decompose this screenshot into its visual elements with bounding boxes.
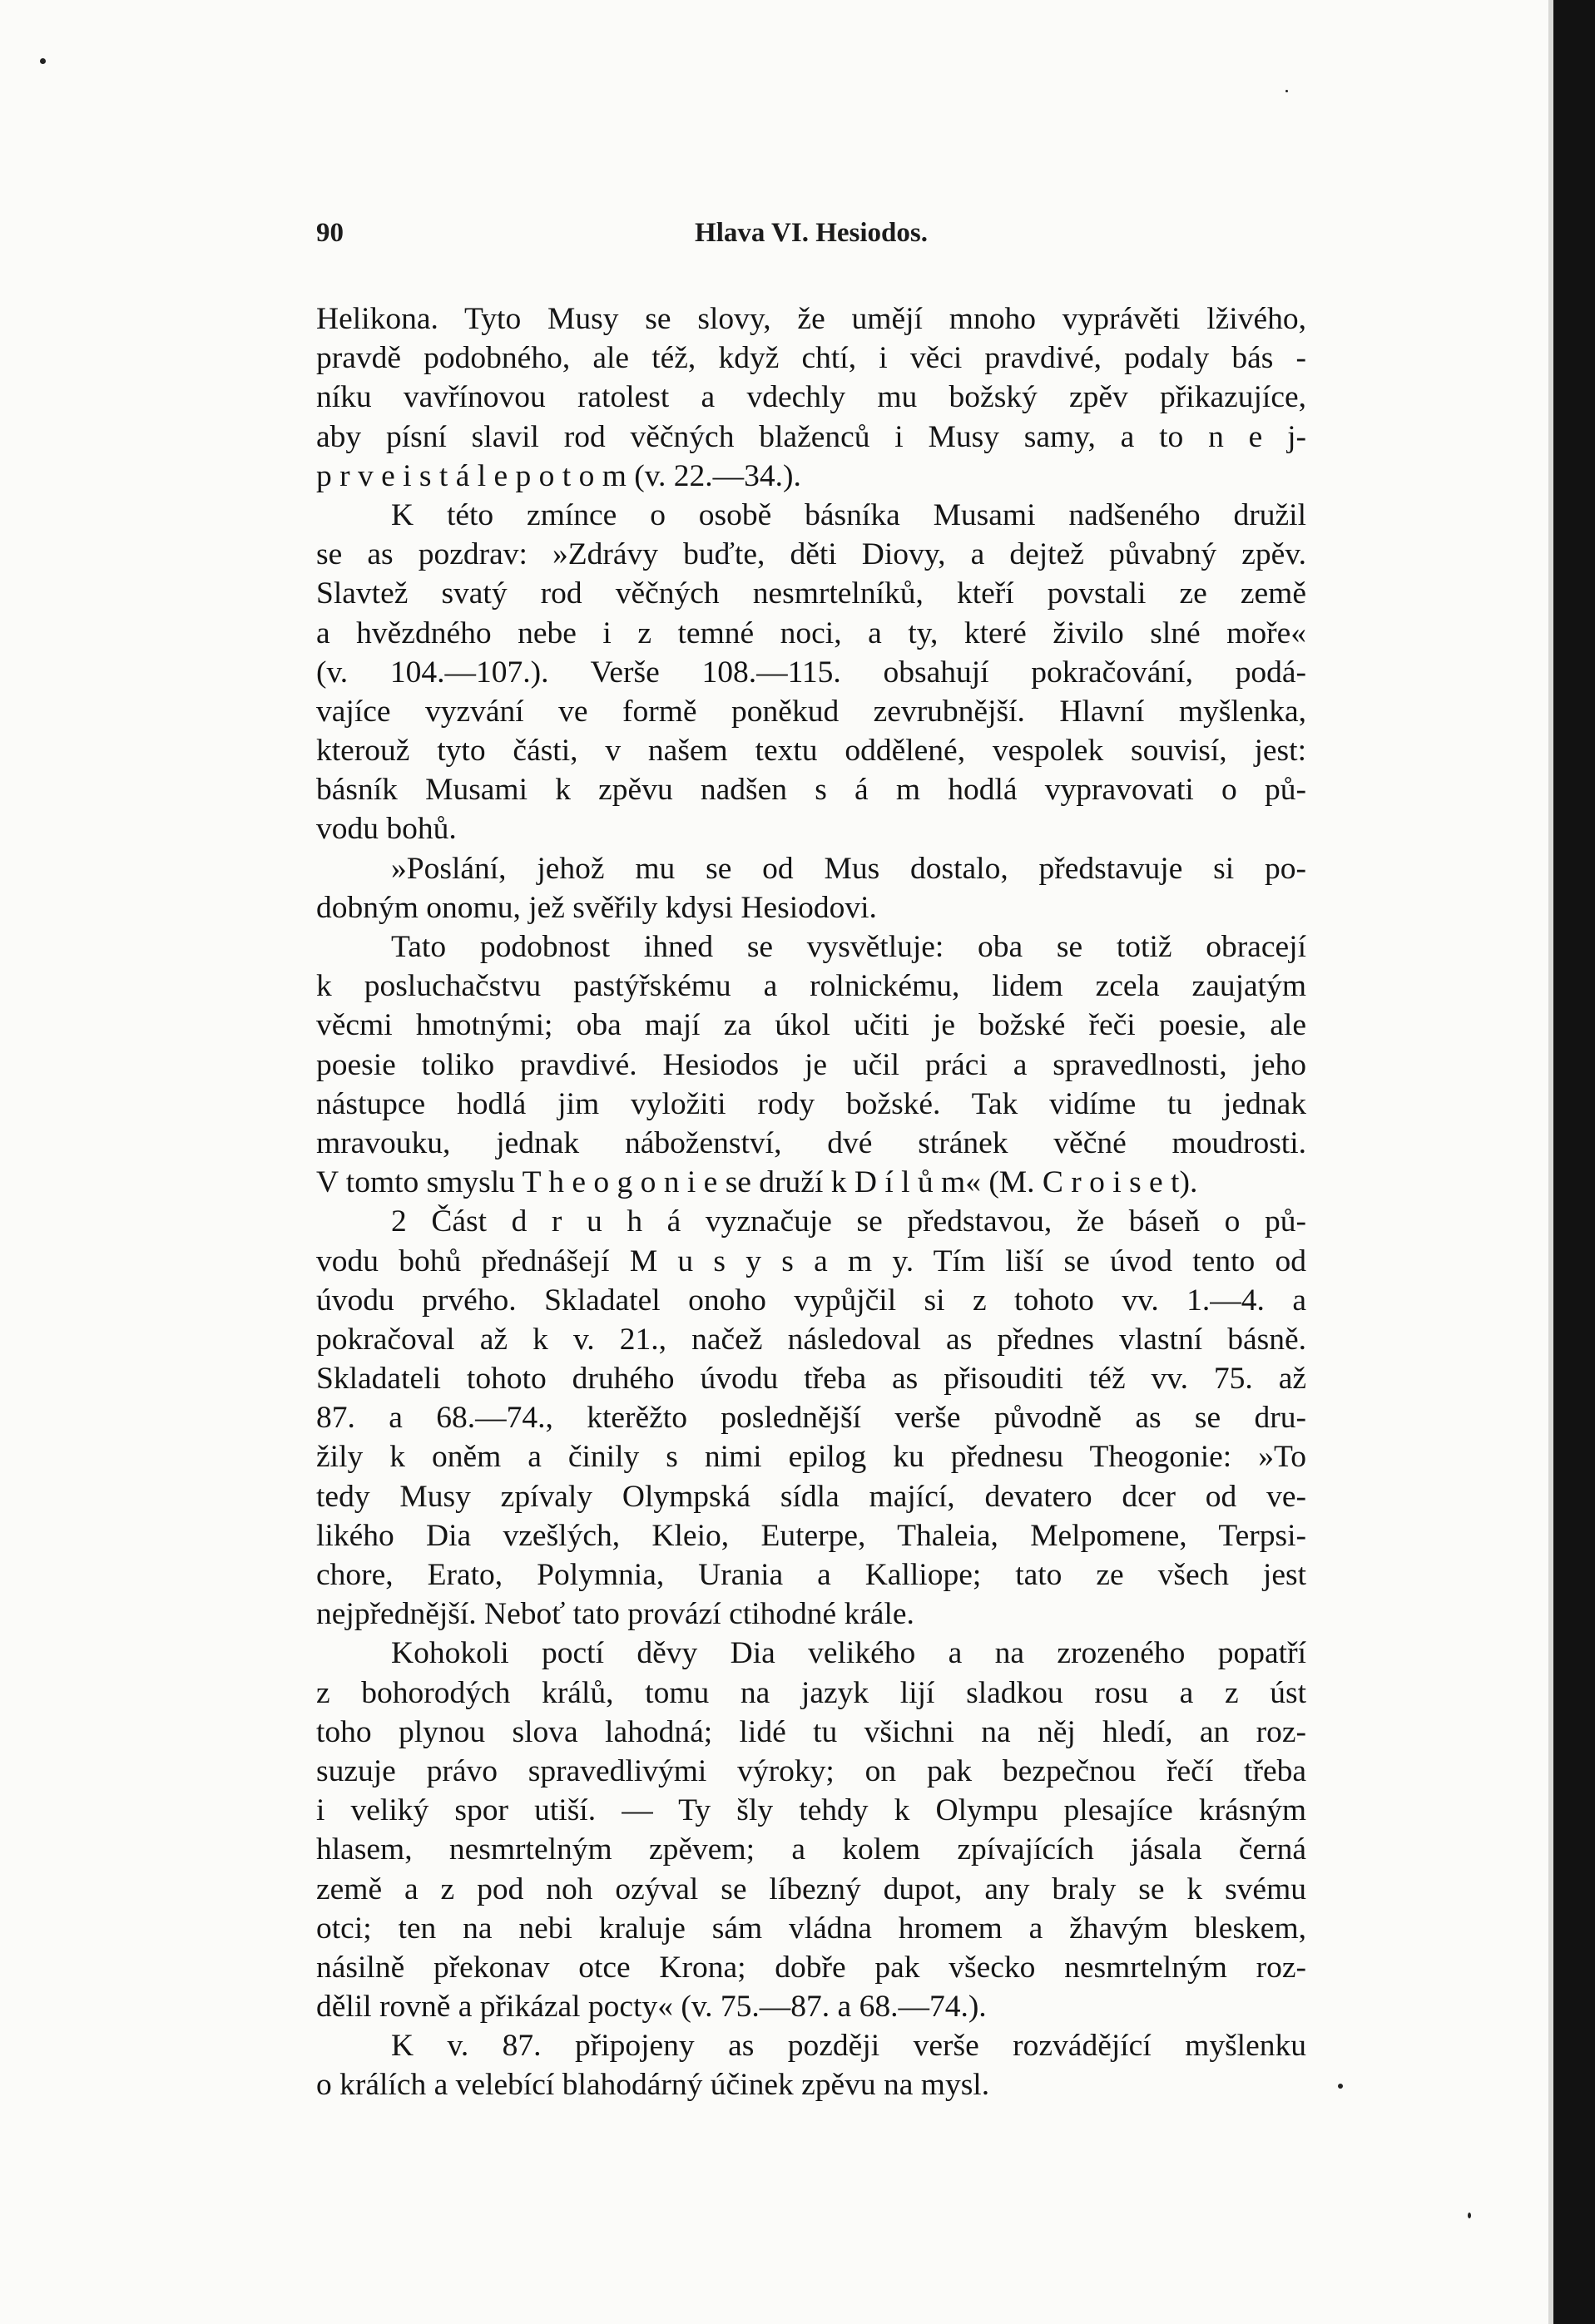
text-line: Slavtež svatý rod věčných nesmrtelníků, kteří povstali ze země: [316, 576, 1306, 611]
scan-speck: [40, 58, 46, 64]
running-title: Hlava VI. Hesiodos.: [695, 218, 928, 248]
scan-speck: [1285, 90, 1288, 92]
text-line: »Poslání, jehož mu se od Mus dostalo, představuje si po-: [391, 851, 1306, 886]
page-number: 90: [316, 218, 344, 248]
text-line: dobným onomu, jež svěřily kdysi Hesiodovi.: [316, 890, 877, 925]
text-line: toho plynou slova lahodná; lidé tu všichni na něj hledí, an roz-: [316, 1714, 1306, 1749]
paragraph: [316, 496, 1306, 849]
text-line: Helikona. Tyto Musy se slovy, že umějí mnoho vyprávěti lživého,: [316, 302, 1306, 336]
text-line: nástupce hodlá jim vyložiti rody božské. Tak vidíme tu jednak: [316, 1086, 1306, 1121]
text-line: chore, Erato, Polymnia, Urania a Kalliope; tato ze všech jest: [316, 1558, 1306, 1592]
text-line: věcmi hmotnými; oba mají za úkol učiti je božské řeči poesie, ale: [316, 1008, 1306, 1043]
text-line: suzuje právo spravedlivými výroky; on pak bezpečnou řečí třeba: [316, 1753, 1306, 1788]
text-line: o králích a velebící blahodárný účinek zpěvu na mysl.: [316, 2068, 990, 2103]
text-line: 87. a 68.—74., kterěžto poslednější verše původně as se dru-: [316, 1401, 1306, 1436]
text-line: pokračoval až k v. 21., načež následoval as přednes vlastní básně.: [316, 1322, 1306, 1357]
scan-speck: [1338, 2084, 1343, 2089]
text-line: tedy Musy zpívaly Olympská sídla mající, devatero dcer od ve-: [316, 1479, 1306, 1514]
text-line: Kohokoli poctí děvy Dia velikého a na zrozeného popatří: [391, 1636, 1306, 1671]
text-line: a hvězdného nebe i z temné noci, a ty, které živilo slné moře«: [316, 616, 1306, 650]
text-line: se as pozdrav: »Zdrávy buďte, děti Diovy, a dejtež půvabný zpěv.: [316, 537, 1306, 572]
paragraph: [316, 1634, 1306, 2026]
text-line: hlasem, nesmrtelným zpěvem; a kolem zpívajících jásala černá: [316, 1832, 1306, 1867]
text-line: nejpřednější. Neboť tato provází ctihodné krále.: [316, 1597, 914, 1632]
scan-border: [1553, 0, 1595, 2324]
text-line: likého Dia vzešlých, Kleio, Euterpe, Thaleia, Melpomene, Terpsi-: [316, 1518, 1306, 1553]
text-line: K v. 87. připojeny as později verše rozvádějící myšlenku: [391, 2029, 1306, 2064]
text-line: dělil rovně a přikázal pocty« (v. 75.—87. a 68.—74.).: [316, 1990, 987, 2025]
text-line: úvodu prvého. Skladatel onoho vypůjčil si z tohoto vv. 1.—4. a: [316, 1283, 1306, 1318]
text-line: kterouž tyto části, v našem textu oddělené, vespolek souvisí, jest:: [316, 734, 1306, 769]
text-line: poesie toliko pravdivé. Hesiodos je učil práci a spravedlnosti, jeho: [316, 1047, 1306, 1082]
text-line: násilně překonav otce Krona; dobře pak všecko nesmrtelným roz-: [316, 1950, 1306, 1985]
text-line: mravouku, jednak náboženství, dvé stránek věčné moudrosti.: [316, 1125, 1306, 1160]
body-text: [316, 299, 1306, 2105]
text-line: (v. 104.—107.). Verše 108.—115. obsahují pokračování, podá-: [316, 655, 1306, 690]
paragraph: [316, 1202, 1306, 1634]
text-line: žily k oněm a činily s nimi epilog ku přednesu Theogonie: »To: [316, 1440, 1306, 1475]
text-line: k posluchačstvu pastýřskému a rolnickému, lidem zcela zaujatým: [316, 969, 1306, 1004]
text-line: vodu bohů přednášejí M u s y s a m y. Tím liší se úvod tento od: [316, 1244, 1306, 1278]
paragraph: [316, 299, 1306, 496]
text-line: básník Musami k zpěvu nadšen s á m hodlá vypravovati o pů-: [316, 773, 1306, 808]
text-line: Tato podobnost ihned se vysvětluje: oba se totiž obracejí: [391, 930, 1306, 964]
scan-speck: [1468, 2213, 1471, 2218]
text-line: p r v e i s t á l e p o t o m (v. 22.—34.).: [316, 458, 801, 493]
paragraph: [316, 849, 1306, 927]
page-header: [316, 218, 1306, 260]
text-line: vodu bohů.: [316, 812, 457, 847]
text-line: z bohorodých králů, tomu na jazyk lijí sladkou rosu a z úst: [316, 1675, 1306, 1710]
text-line: vajíce vyzvání ve formě poněkud zevrubnější. Hlavní myšlenka,: [316, 694, 1306, 729]
paragraph: [316, 927, 1306, 1202]
text-line: K této zmínce o osobě básníka Musami nadšeného družil: [391, 497, 1306, 532]
text-line: pravdě podobného, ale též, když chtí, i věci pravdivé, podaly bás -: [316, 341, 1306, 376]
text-line: země a z pod noh ozýval se líbezný dupot, any braly se k svému: [316, 1872, 1306, 1906]
text-line: 2 Část d r u h á vyznačuje se představou, že báseň o pů-: [391, 1204, 1306, 1239]
paragraph: [316, 2026, 1306, 2104]
text-line: aby písní slavil rod věčných blaženců i Musy samy, a to n e j-: [316, 419, 1306, 454]
text-line: Skladateli tohoto druhého úvodu třeba as přisouditi též vv. 75. až: [316, 1362, 1306, 1397]
text-line: V tomto smyslu T h e o g o n i e se druží k D í l ů m« (M. C r o i s e t).: [316, 1165, 1198, 1200]
text-line: otci; ten na nebi kraluje sám vládna hromem a žhavým bleskem,: [316, 1911, 1306, 1946]
text-line: níku vavřínovou ratolest a vdechly mu božský zpěv přikazujíce,: [316, 380, 1306, 415]
text-line: i veliký spor utiší. — Ty šly tehdy k Olympu plesajíce krásným: [316, 1793, 1306, 1828]
